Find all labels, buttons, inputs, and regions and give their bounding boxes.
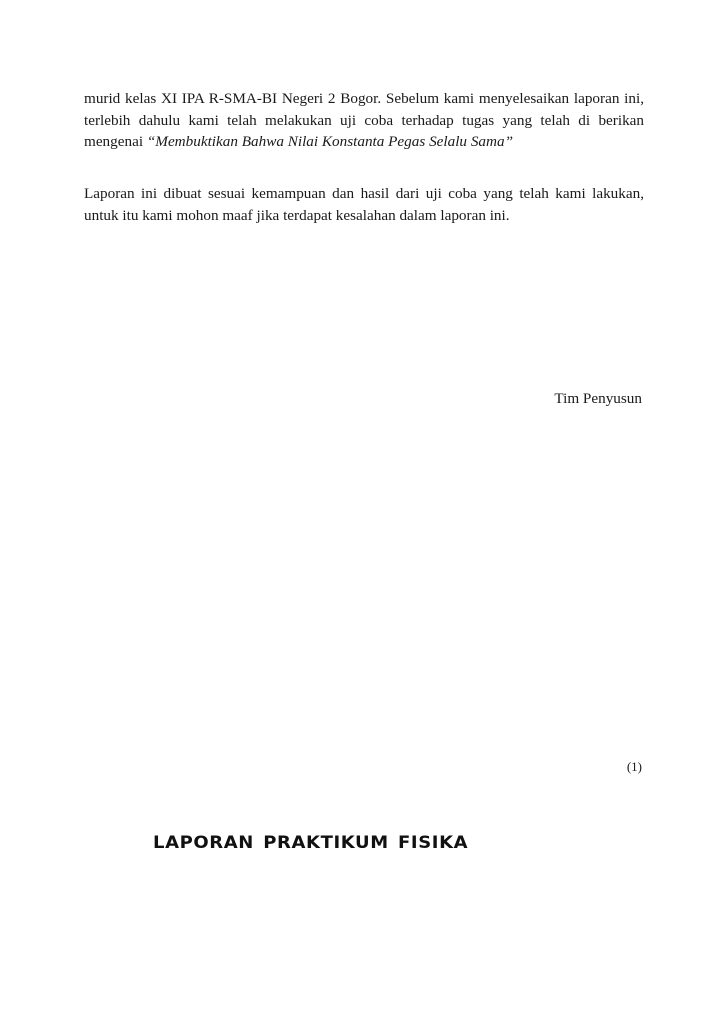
paragraph-preface-text: murid kelas XI IPA R-SMA-BI Negeri 2 Bogor. Sebelum kami menyelesaikan laporan ini, terlebih dahulu kami telah melakukan uji coba terhadap tugas yang telah di berikan mengenai bbox=[84, 90, 644, 150]
page-number: (1) bbox=[626, 759, 642, 774]
paragraph-preface bbox=[84, 88, 644, 153]
signature-team: Tim Penyusun bbox=[554, 390, 642, 407]
paragraph-preface-title-italic: “Membuktikan Bahwa Nilai Konstanta Pegas Selalu Sama” bbox=[146, 133, 514, 150]
report-heading: laporan praktikum fisika bbox=[153, 826, 469, 854]
paragraph-apology: Laporan ini dibuat sesuai kemampuan dan hasil dari uji coba yang telah kami lakukan, untuk itu kami mohon maaf jika terdapat kesalahan dalam laporan ini. bbox=[84, 185, 644, 224]
